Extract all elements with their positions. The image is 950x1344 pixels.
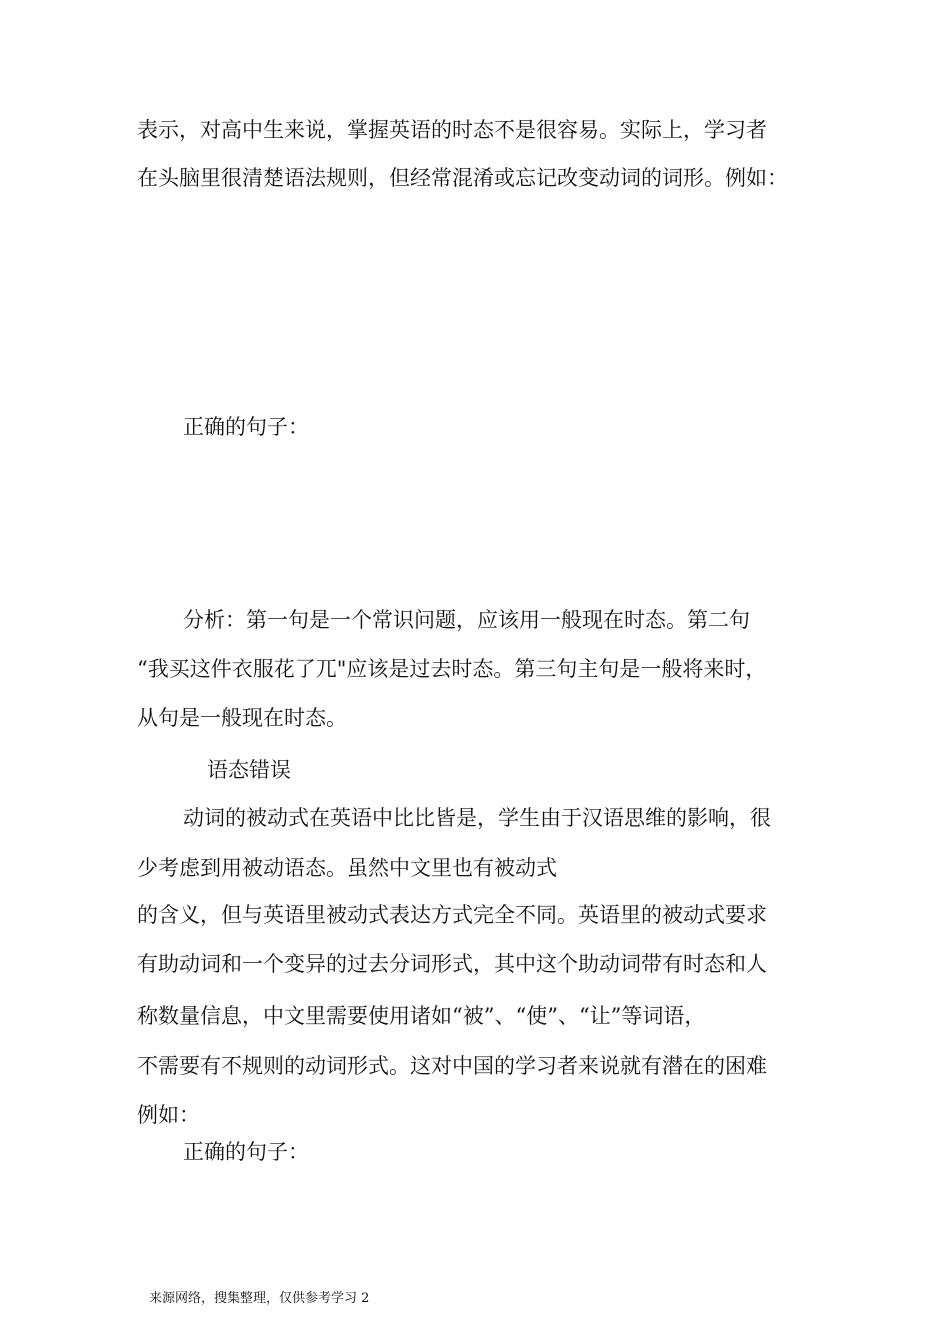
section-heading: 语态错误 [207, 758, 291, 782]
paragraph-line: 不需要有不规则的动词形式。这对中国的学习者来说就有潜在的困难 [137, 1054, 767, 1078]
paragraph-line: 少考虑到用被动语态。虽然中文里也有被动式 [137, 856, 557, 880]
paragraph-line: 动词的被动式在英语中比比皆是，学生由于汉语思维的影响，很 [183, 806, 771, 830]
paragraph-line: 例如： [137, 1103, 200, 1127]
page-footer: 来源网络，搜集整理，仅供参考学习 2 [149, 1291, 370, 1306]
paragraph-line: “我买这件衣服花了兀"应该是过去时态。第三句主句是一般将来时， [137, 657, 767, 681]
paragraph-line: 从句是一般现在时态。 [137, 706, 347, 730]
paragraph-line: 称数量信息，中文里需要使用诸如“被”、“使”、“让”等词语， [137, 1004, 706, 1028]
paragraph-line: 正确的句子： [183, 1140, 309, 1164]
paragraph-line: 分析：第一句是一个常识问题，应该用一般现在时态。第二句 [183, 608, 750, 632]
paragraph-line: 表示，对高中生来说，掌握英语的时态不是很容易。实际上，学习者 [137, 118, 767, 142]
paragraph-line: 在头脑里很清楚语法规则，但经常混淆或忘记改变动词的词形。例如： [137, 166, 788, 190]
paragraph-line: 有助动词和一个变异的过去分词形式，其中这个助动词带有时态和人 [137, 952, 767, 976]
paragraph-line: 的含义，但与英语里被动式表达方式完全不同。英语里的被动式要求 [137, 903, 767, 927]
paragraph-line: 正确的句子： [183, 415, 309, 439]
